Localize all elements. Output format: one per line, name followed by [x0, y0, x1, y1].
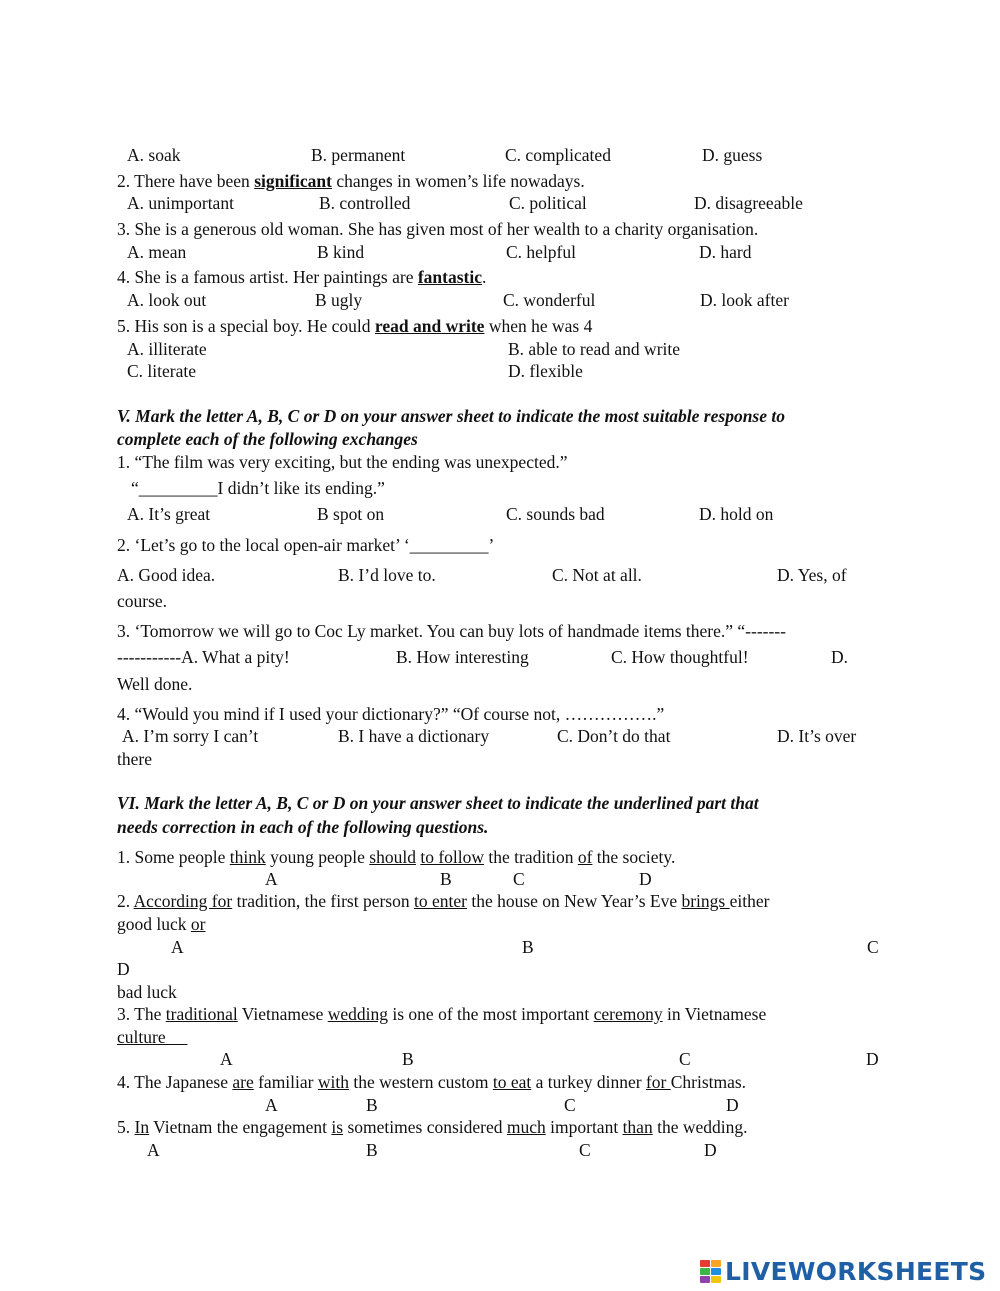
v-q4-text: 4. “Would you mind if I used your dictionary?” “Of course not, …………….” — [117, 704, 665, 724]
q3-option-b: B kind — [317, 242, 365, 262]
q2-option-a: A. unimportant — [127, 193, 234, 213]
vi-q1-label-d: D — [639, 869, 652, 889]
v-q3-option-a: -----------A. What a pity! — [117, 647, 290, 667]
section-vi-heading-line2: needs correction in each of the following questions. — [117, 817, 489, 837]
q2-keyword: significant — [254, 171, 332, 191]
vi-q2-part-d: or — [190, 914, 206, 934]
vi-q2-label-b: B — [522, 937, 534, 957]
q3-text: 3. She is a generous old woman. She has given most of her wealth to a charity organisation. — [117, 219, 759, 239]
v-q1-option-d: D. hold on — [699, 504, 774, 524]
v-q1-option-b: B spot on — [317, 504, 385, 524]
v-q2-option-d-cont: course. — [117, 591, 168, 611]
q4-option-c: C. wonderful — [503, 290, 596, 310]
vi-q5-label-c: C — [579, 1140, 591, 1160]
vi-q1-label-b: B — [440, 869, 452, 889]
q4-keyword: fantastic — [417, 267, 482, 287]
vi-q5-part-d: than — [622, 1117, 653, 1137]
v-q4-option-c: C. Don’t do that — [557, 726, 671, 746]
q2-text: 2. There have been significant changes in women’s life nowadays. — [117, 171, 585, 191]
vi-q3-part-b: wedding — [327, 1004, 388, 1024]
q5-text: 5. His son is a special boy. He could read and write when he was 4 — [117, 316, 593, 336]
vi-q4-part-a: are — [232, 1072, 254, 1092]
vi-q3-text: 3. The traditional Vietnamese wedding is one of the most important ceremony in Vietnamese — [117, 1004, 767, 1024]
vi-q4-part-d: for — [645, 1072, 671, 1092]
v-q3-option-d-cont: Well done. — [117, 674, 193, 694]
section-v-heading-line1: V. Mark the letter A, B, C or D on your answer sheet to indicate the most suitable response to — [117, 406, 785, 426]
vi-q2-part-a: According for — [133, 891, 233, 911]
q4-option-d: D. look after — [700, 290, 789, 310]
section-vi-heading-line1: VI. Mark the letter A, B, C or D on your answer sheet to indicate the underlined part that — [117, 793, 759, 813]
vi-q3-label-a: A — [220, 1049, 233, 1069]
vi-q4-part-c: to eat — [492, 1072, 532, 1092]
vi-q5-label-b: B — [366, 1140, 378, 1160]
vi-q5-part-c: much — [506, 1117, 546, 1137]
q5-option-c: C. literate — [127, 361, 197, 381]
v-q2-option-a: A. Good idea. — [117, 565, 216, 585]
q5-option-d: D. flexible — [508, 361, 583, 381]
vi-q3-text-line2 — [117, 1026, 187, 1048]
vi-q5-label-d: D — [704, 1140, 717, 1160]
vi-q1-part-a: think — [229, 847, 266, 867]
v-q4-option-b: B. I have a dictionary — [338, 726, 490, 746]
vi-q4-part-b: with — [317, 1072, 349, 1092]
vi-q1-text: 1. Some people think young people should to follow the tradition of the society. — [117, 847, 676, 867]
vi-q2-part-c: brings — [681, 891, 730, 911]
v-q2-option-c: C. Not at all. — [552, 565, 642, 585]
vi-q3-part-a: traditional — [165, 1004, 238, 1024]
vi-q1-part-d: of — [577, 847, 593, 867]
vi-q2-text-line2: good luck or — [117, 914, 206, 934]
vi-q3-label-b: B — [402, 1049, 414, 1069]
vi-q4-label-c: C — [564, 1095, 576, 1115]
vi-q5-label-a: A — [147, 1140, 160, 1160]
q5-option-b: B. able to read and write — [508, 339, 681, 359]
v-q4-option-d-cont: there — [117, 749, 152, 769]
q1-option-d: D. guess — [702, 145, 763, 165]
q4-text: 4. She is a famous artist. Her paintings are fantastic. — [117, 267, 487, 287]
vi-q3-label-d: D — [866, 1049, 879, 1069]
section-v-heading-line2: complete each of the following exchanges — [117, 429, 418, 449]
vi-q4-label-d: D — [726, 1095, 739, 1115]
q1-option-b: B. permanent — [311, 145, 406, 165]
vi-q4-text: 4. The Japanese are familiar with the western custom to eat a turkey dinner for Christmas. — [117, 1072, 747, 1092]
vi-q1-label-c: C — [513, 869, 525, 889]
vi-q2-text: 2. According for tradition, the first person to enter the house on New Year’s Eve brings either — [117, 891, 770, 911]
q4-option-a: A. look out — [127, 290, 207, 310]
q5-option-a: A. illiterate — [127, 339, 207, 359]
q2-option-c: C. political — [509, 193, 587, 213]
vi-q2-tail: bad luck — [117, 982, 177, 1002]
q4-option-b: B ugly — [315, 290, 363, 310]
v-q3-text: 3. ‘Tomorrow we will go to Coc Ly market. You can buy lots of handmade items there.” “------- — [117, 621, 786, 641]
v-q1-line2: “_________I didn’t like its ending.” — [131, 478, 385, 498]
q1-option-c: C. complicated — [505, 145, 611, 165]
vi-q2-part-b: to enter — [413, 891, 467, 911]
v-q1-option-c: C. sounds bad — [506, 504, 605, 524]
vi-q3-label-c: C — [679, 1049, 691, 1069]
v-q1-line1: 1. “The film was very exciting, but the ending was unexpected.” — [117, 452, 568, 472]
vi-q4-label-a: A — [265, 1095, 278, 1115]
vi-q5-text: 5. In Vietnam the engagement is sometimes considered much important than the wedding. — [117, 1117, 748, 1137]
vi-q2-label-d: D — [117, 959, 130, 979]
v-q3-option-d: D. — [831, 647, 849, 667]
q1-option-a: A. soak — [127, 145, 181, 165]
v-q1-option-a: A. It’s great — [127, 504, 211, 524]
v-q4-option-a: A. I’m sorry I can’t — [122, 726, 259, 746]
q5-keyword: read and write — [374, 316, 485, 336]
liveworksheets-logo[interactable] — [700, 1256, 986, 1286]
vi-q5-part-b: is — [331, 1117, 344, 1137]
v-q2-option-d: D. Yes, of — [777, 565, 847, 585]
vi-q5-part-a: In — [134, 1117, 150, 1137]
q2-option-d: D. disagreeable — [694, 193, 803, 213]
v-q4-option-d: D. It’s over — [777, 726, 857, 746]
logo-blocks-icon — [700, 1260, 721, 1283]
q3-option-c: C. helpful — [506, 242, 576, 262]
v-q2-text: 2. ‘Let’s go to the local open-air market’ ‘_________’ — [117, 535, 495, 555]
v-q3-option-b: B. How interesting — [396, 647, 529, 667]
vi-q1-part-c: to follow — [420, 847, 485, 867]
vi-q2-label-a: A — [171, 937, 184, 957]
v-q3-option-c: C. How thoughtful! — [611, 647, 749, 667]
q2-option-b: B. controlled — [319, 193, 411, 213]
vi-q3-part-d: culture — [117, 1027, 188, 1047]
q3-option-d: D. hard — [699, 242, 752, 262]
vi-q1-part-b: should — [369, 847, 416, 867]
logo-text: LIVEWORKSHEETS — [725, 1256, 987, 1286]
vi-q3-part-c: ceremony — [593, 1004, 663, 1024]
vi-q1-label-a: A — [265, 869, 278, 889]
vi-q4-label-b: B — [366, 1095, 378, 1115]
vi-q2-label-c: C — [867, 937, 879, 957]
v-q2-option-b: B. I’d love to. — [338, 565, 436, 585]
q3-option-a: A. mean — [127, 242, 187, 262]
